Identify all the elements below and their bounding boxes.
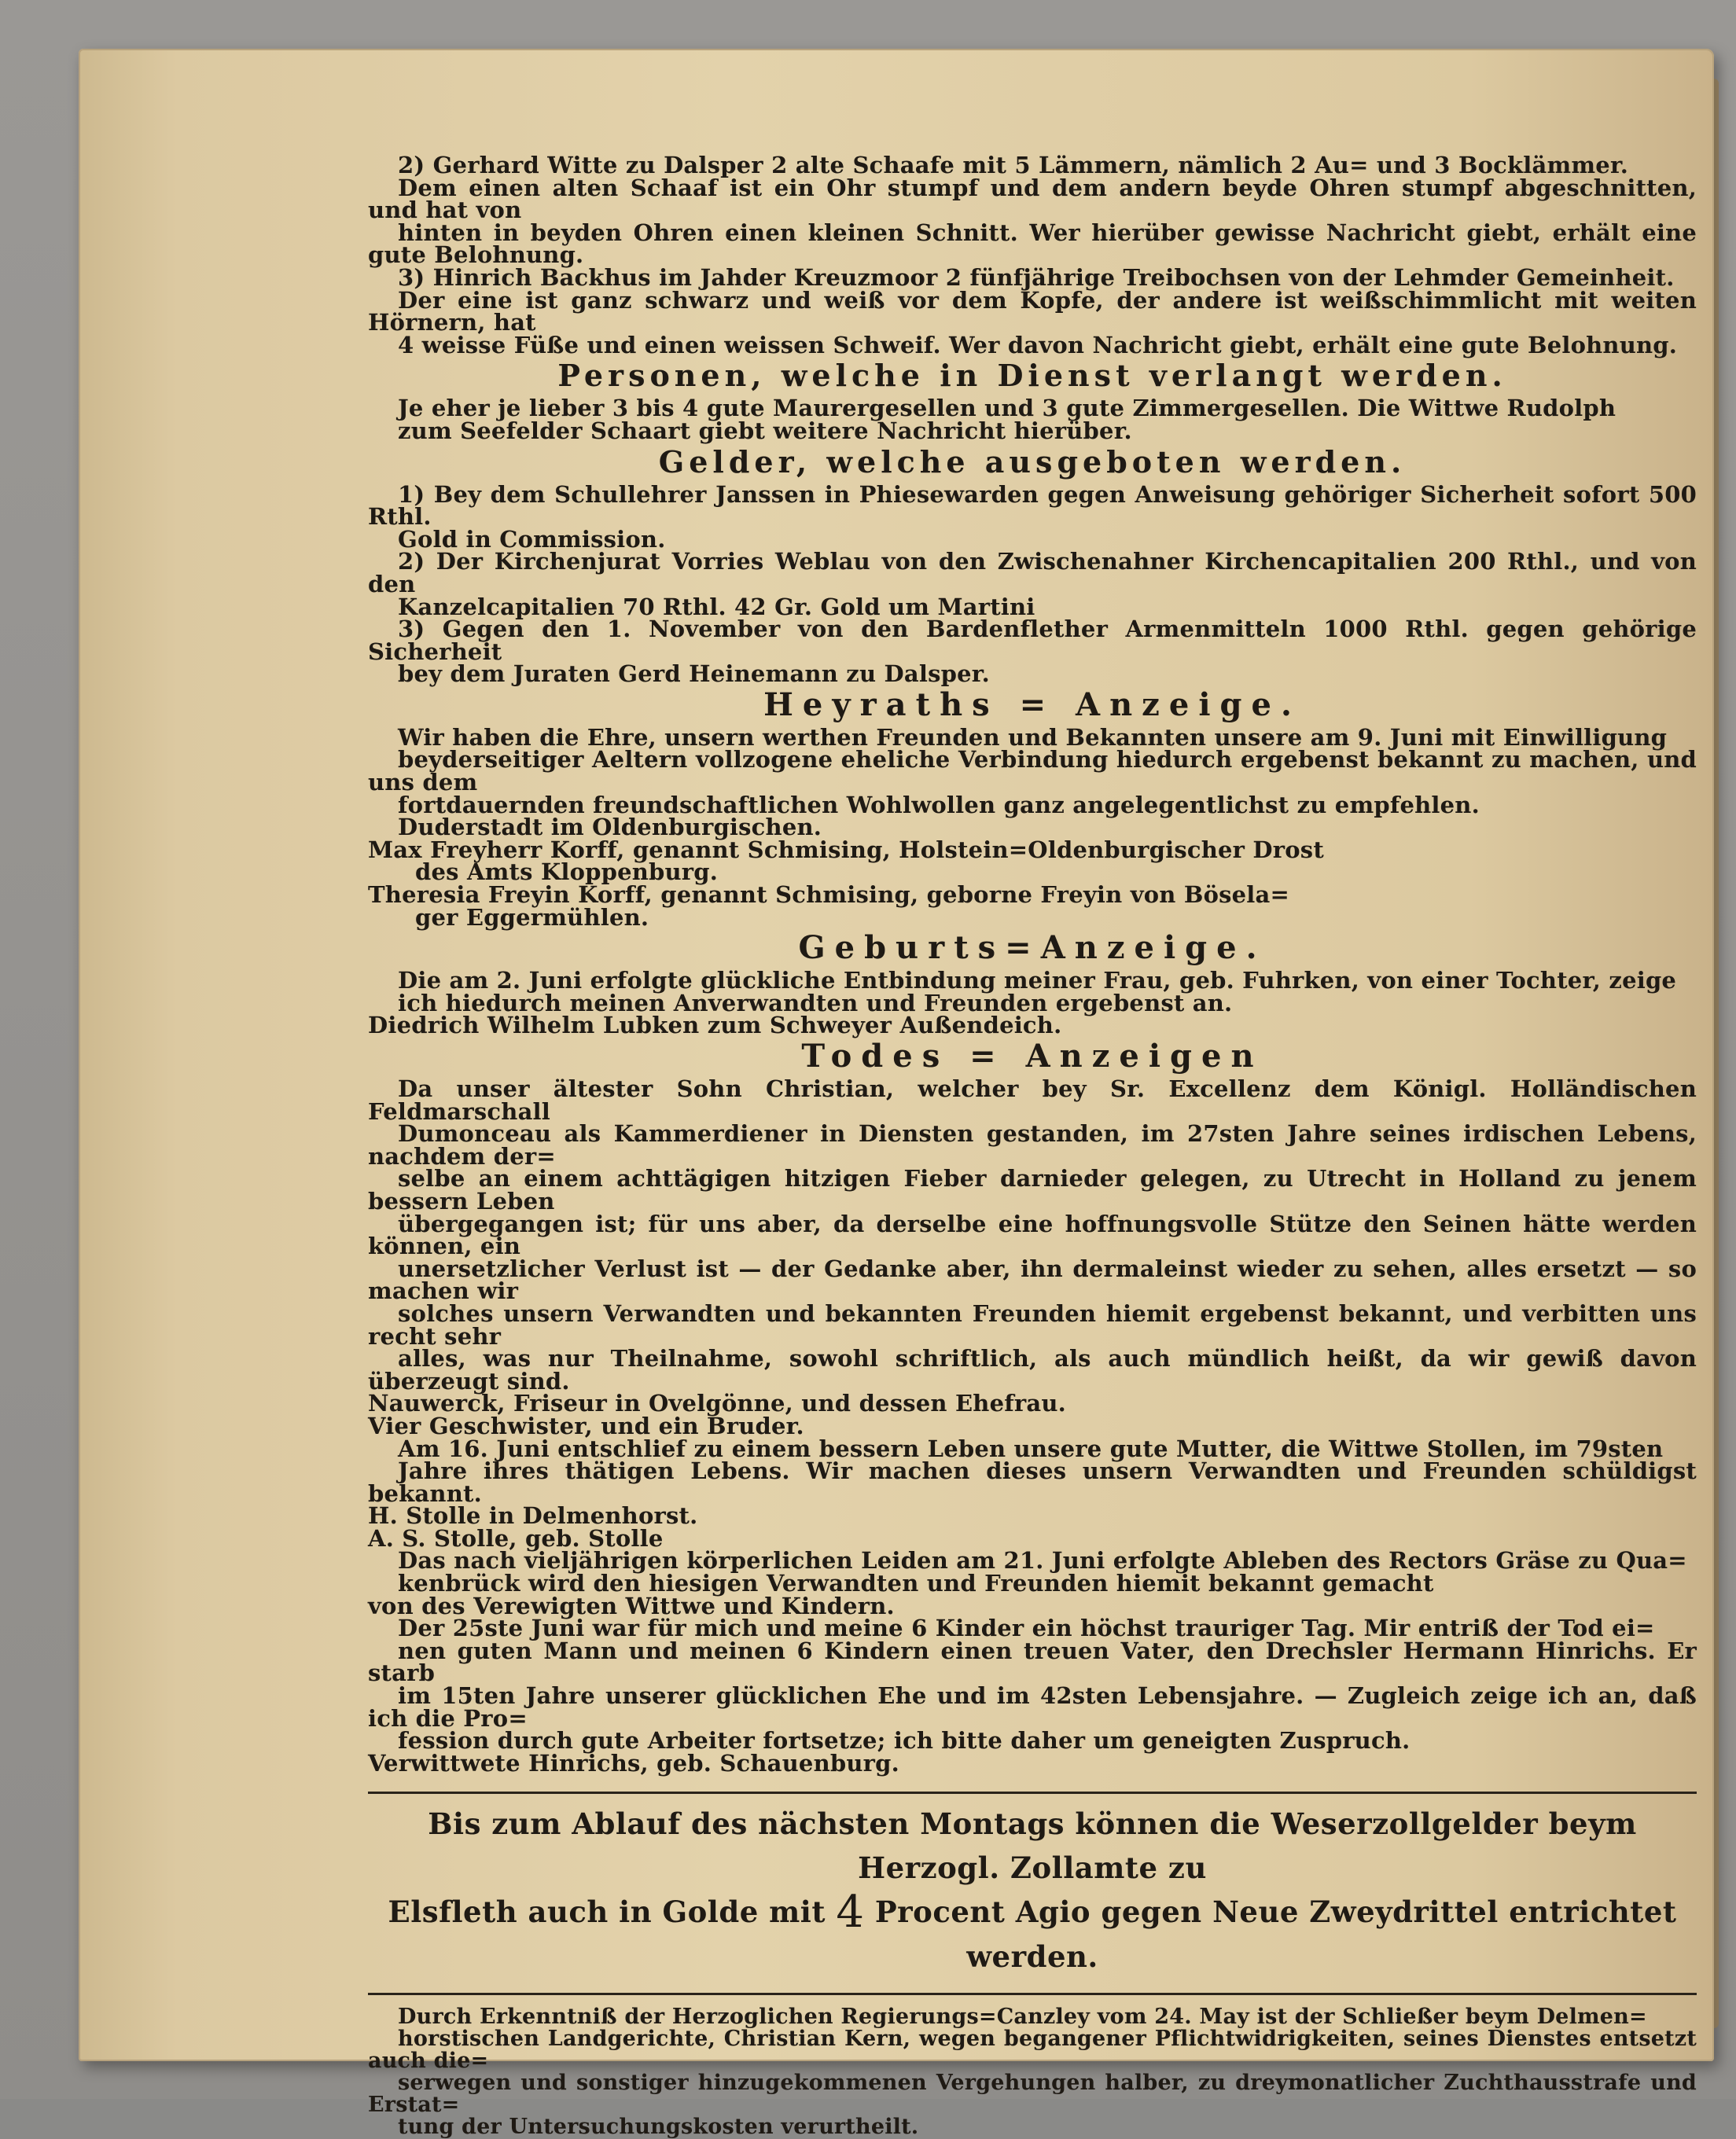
heyraths-signature-2: Theresia Freyin Korff, genannt Schmising, geborne Freyin von Bösela= ger Eggermühlen. <box>368 881 1289 931</box>
gelder-item-2: 2) Der Kirchenjurat Vorries Weblau von den Zwischenahner Kirchencapitalien 200 Rthl., und von den Kanzelcapitalien 70 Rthl. 42 Gr. Gold um Martini <box>368 548 1697 620</box>
todes-notice-2: Am 16. Juni entschlief zu einem bessern Leben unsere gute Mutter, die Wittwe Stollen, im 79sten Jahre ihres thätigen Lebens. Wir machen dieses unsern Verwandten und Freunden schüldigst bekannt. <box>368 1435 1697 1507</box>
heyraths-place: Duderstadt im Oldenburgischen. <box>398 814 822 841</box>
heading-heyraths: Heyraths = Anzeige. <box>763 685 1301 723</box>
zoll-notice: Bis zum Ablauf des nächsten Montags können die Weserzollgelder beym Herzogl. Zollamte zu Elsfleth auch in Golde mit 4 Procent Agio gegen Neue Zweydrittel entrichtet werden. <box>388 1806 1677 1975</box>
todes-notice-3: Das nach vieljährigen körperlichen Leiden am 21. Juni erfolgte Ableben des Rectors Gräse zu Qua= kenbrück wird den hiesigen Verwandten und Freunden hiemit bekannt gemacht <box>398 1547 1687 1597</box>
gelder-item-1: 1) Bey dem Schullehrer Janssen in Phiesewarden gegen Anweisung gehöriger Sicherheit sofort 500 Rthl. Gold in Commission. <box>368 480 1697 553</box>
heading-geburts: Geburts=Anzeige. <box>798 929 1267 967</box>
geburts-notice: Die am 2. Juni erfolgte glückliche Entbindung meiner Frau, geb. Fuhrken, von einer Tochter, zeige ich hiedurch meinen Anverwandten und Freunden ergebenst an. <box>398 967 1677 1016</box>
personen-notice: Je eher je lieber 3 bis 4 gute Maurergesellen und 3 gute Zimmergesellen. Die Wittwe Rudolph zum Seefelder Schaart giebt weitere Nachricht hierüber. <box>398 395 1616 444</box>
gelder-item-3: 3) Gegen den 1. November von den Bardenflether Armenmitteln 1000 Rthl. gegen gehörige Sicherheit bey dem Juraten Gerd Heinemann zu Dalsper. <box>368 616 1697 688</box>
heading-personen: Personen, welche in Dienst verlangt werden. <box>557 358 1507 394</box>
heyraths-signature-1: Max Freyherr Korff, genannt Schmising, Holstein=Oldenburgischer Drost des Amts Kloppenburg. <box>368 836 1324 886</box>
divider-bottom <box>368 1993 1697 1995</box>
todes-notice-3-signature: von des Verewigten Wittwe und Kindern. <box>368 1592 895 1619</box>
todes-notice-1: Da unser ältester Sohn Christian, welcher bey Sr. Excellenz dem Königl. Holländischen Feldmarschall Dumonceau als Kammerdiener in Diensten gestanden, im 27sten Jahre seines irdischen Lebens, nachdem der= selbe an einem achttägigen hitzigen Fieber darnieder gelegen, zu Utrecht in Holland zu jenem bessern Leben übergegangen ist; für uns aber, da derselbe eine hoffnungsvolle Stütze den Seinen hätte werden können, ein unersetzlicher Verlust ist — der Gedanke aber, ihn dermaleinst wieder zu sehen, alles ersetzt — so machen wir solches unsern Verwandten und bekannten Freunden hiemit ergebenst bekannt, und verbitten uns recht sehr alles, was nur Theilnahme, sowohl schriftlich, als auch mündlich heißt, da wir gewiß davon überzeugt sind. <box>368 1075 1697 1395</box>
geburts-signature: Diedrich Wilhelm Lubken zum Schweyer Außendeich. <box>368 1012 1062 1039</box>
heading-todes: Todes = Anzeigen <box>801 1038 1263 1075</box>
todes-notice-1-signature: Nauwerck, Friseur in Ovelgönne, und dessen Ehefrau. Vier Geschwister, und ein Bruder. <box>368 1390 1066 1439</box>
divider-top <box>368 1792 1697 1794</box>
livestock-item-2: 2) Gerhard Witte zu Dalsper 2 alte Schaafe mit 5 Lämmern, nämlich 2 Au= und 3 Bocklämmer. Dem einen alten Schaaf ist ein Ohr stumpf und dem andern beyde Ohren stumpf abgeschnitten, und hat von hinten in beyden Ohren einen kleinen Schnitt. Wer hierüber gewisse Nachricht giebt, erhält eine gute Belohnung. <box>368 152 1697 269</box>
todes-notice-2-signature: H. Stolle in Delmenhorst. A. S. Stolle, geb. Stolle <box>368 1502 698 1552</box>
livestock-section <box>368 154 1697 356</box>
heyraths-notice: Wir haben die Ehre, unsern werthen Freunden und Bekannten unsere am 9. Juni mit Einwilligung beyderseitiger Aeltern vollzogene eheliche Verbindung hiedurch ergebenst bekannt zu machen, und uns dem fortdauernden freundschaftlichen Wohlwollen ganz angelegentlichst zu empfehlen. <box>368 723 1697 818</box>
page-content <box>368 154 1697 2138</box>
todes-notice-4-signature: Verwittwete Hinrichs, geb. Schauenburg. <box>368 1749 899 1777</box>
urteil-notice: Durch Erkenntniß der Herzoglichen Regierungs=Canzley vom 24. May ist der Schließer beym Delmen= horstischen Landgerichte, Christian Kern, wegen begangener Pflichtwidrigkeiten, seines Dienstes entsetzt auch die= serwegen und sonstiger hinzugekommenen Vergehungen halber, zu dreymonatlicher Zuchthausstrafe und Erstat= tung der Untersuchungskosten verurtheilt. <box>368 2005 1697 2139</box>
heading-gelder: Gelder, welche ausgeboten werden. <box>658 443 1407 480</box>
todes-notice-4: Der 25ste Juni war für mich und meine 6 Kinder ein höchst trauriger Tag. Mir entriß der Tod ei= nen guten Mann und meinen 6 Kindern einen treuen Vater, den Drechsler Hermann Hinrichs. Er starb im 15ten Jahre unserer glücklichen Ehe und im 42sten Lebensjahre. — Zugleich zeige ich an, daß ich die Pro= fession durch gute Arbeiter fortsetze; ich bitte daher um geneigten Zuspruch. <box>368 1615 1697 1755</box>
livestock-item-3: 3) Hinrich Backhus im Jahder Kreuzmoor 2 fünfjährige Treibochsen von der Lehmder Gemeinheit. Der eine ist ganz schwarz und weiß vor dem Kopfe, der andere ist weißschimmlicht mit weiten Hörnern, hat 4 weisse Füße und einen weissen Schweif. Wer davon Nachricht giebt, erhält eine gute Belohnung. <box>368 263 1697 358</box>
